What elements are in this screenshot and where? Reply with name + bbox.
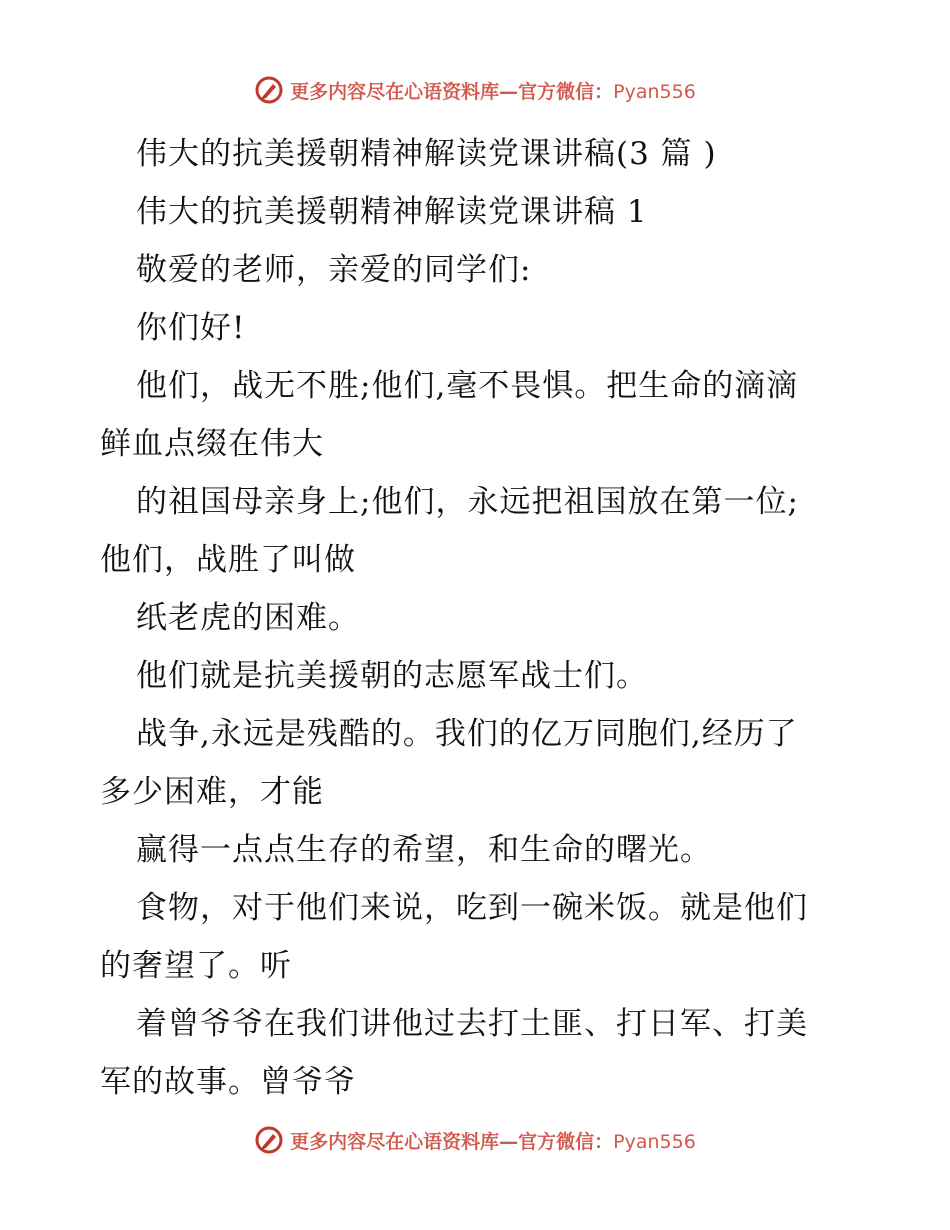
header-watermark [0,70,950,110]
document-line: 你们好! [136,310,246,346]
pen-logo-icon [254,1125,284,1155]
document-line: 的祖国母亲身上;他们，永远把祖国放在第一位; [136,484,799,520]
watermark-wechat-id: Pyan556 [613,1130,696,1153]
watermark-text [290,77,696,104]
document-line: 纸老虎的困难。 [136,600,360,636]
footer-watermark [0,1120,950,1160]
watermark-wechat-id: Pyan556 [613,80,696,103]
document-line: 敬爱的老师，亲爱的同学们: [136,252,532,288]
watermark-text [290,1127,696,1154]
document-line: 食物，对于他们来说，吃到一碗米饭。就是他们 [136,890,808,926]
pen-logo-icon [254,75,284,105]
document-body [100,125,860,1111]
document-paragraphs [100,241,860,1111]
document-line: 他们就是抗美援朝的志愿军战士们。 [136,658,648,694]
document-line: 多少困难，才能 [100,774,324,810]
document-line: 鲜血点缀在伟大 [100,426,324,462]
document-line: 战争,永远是残酷的。我们的亿万同胞们,经历了 [136,716,798,752]
document-line: 他们，战胜了叫做 [100,542,356,578]
document-subtitle: 伟大的抗美援朝精神解读党课讲稿 1 [136,194,648,230]
document-line: 他们，战无不胜;他们,毫不畏惧。把生命的滴滴 [136,368,799,404]
watermark-text-cn: 更多内容尽在心语资料库—官方微信： [290,1130,614,1153]
document-line: 军的故事。曾爷爷 [100,1064,356,1100]
document-line: 赢得一点点生存的希望，和生命的曙光。 [136,832,712,868]
document-line: 的奢望了。听 [100,948,292,984]
watermark-text-cn: 更多内容尽在心语资料库—官方微信： [290,80,614,103]
document-line: 着曾爷爷在我们讲他过去打土匪、打日军、打美 [136,1006,808,1042]
document-title: 伟大的抗美援朝精神解读党课讲稿(3 篇 ) [136,136,717,172]
